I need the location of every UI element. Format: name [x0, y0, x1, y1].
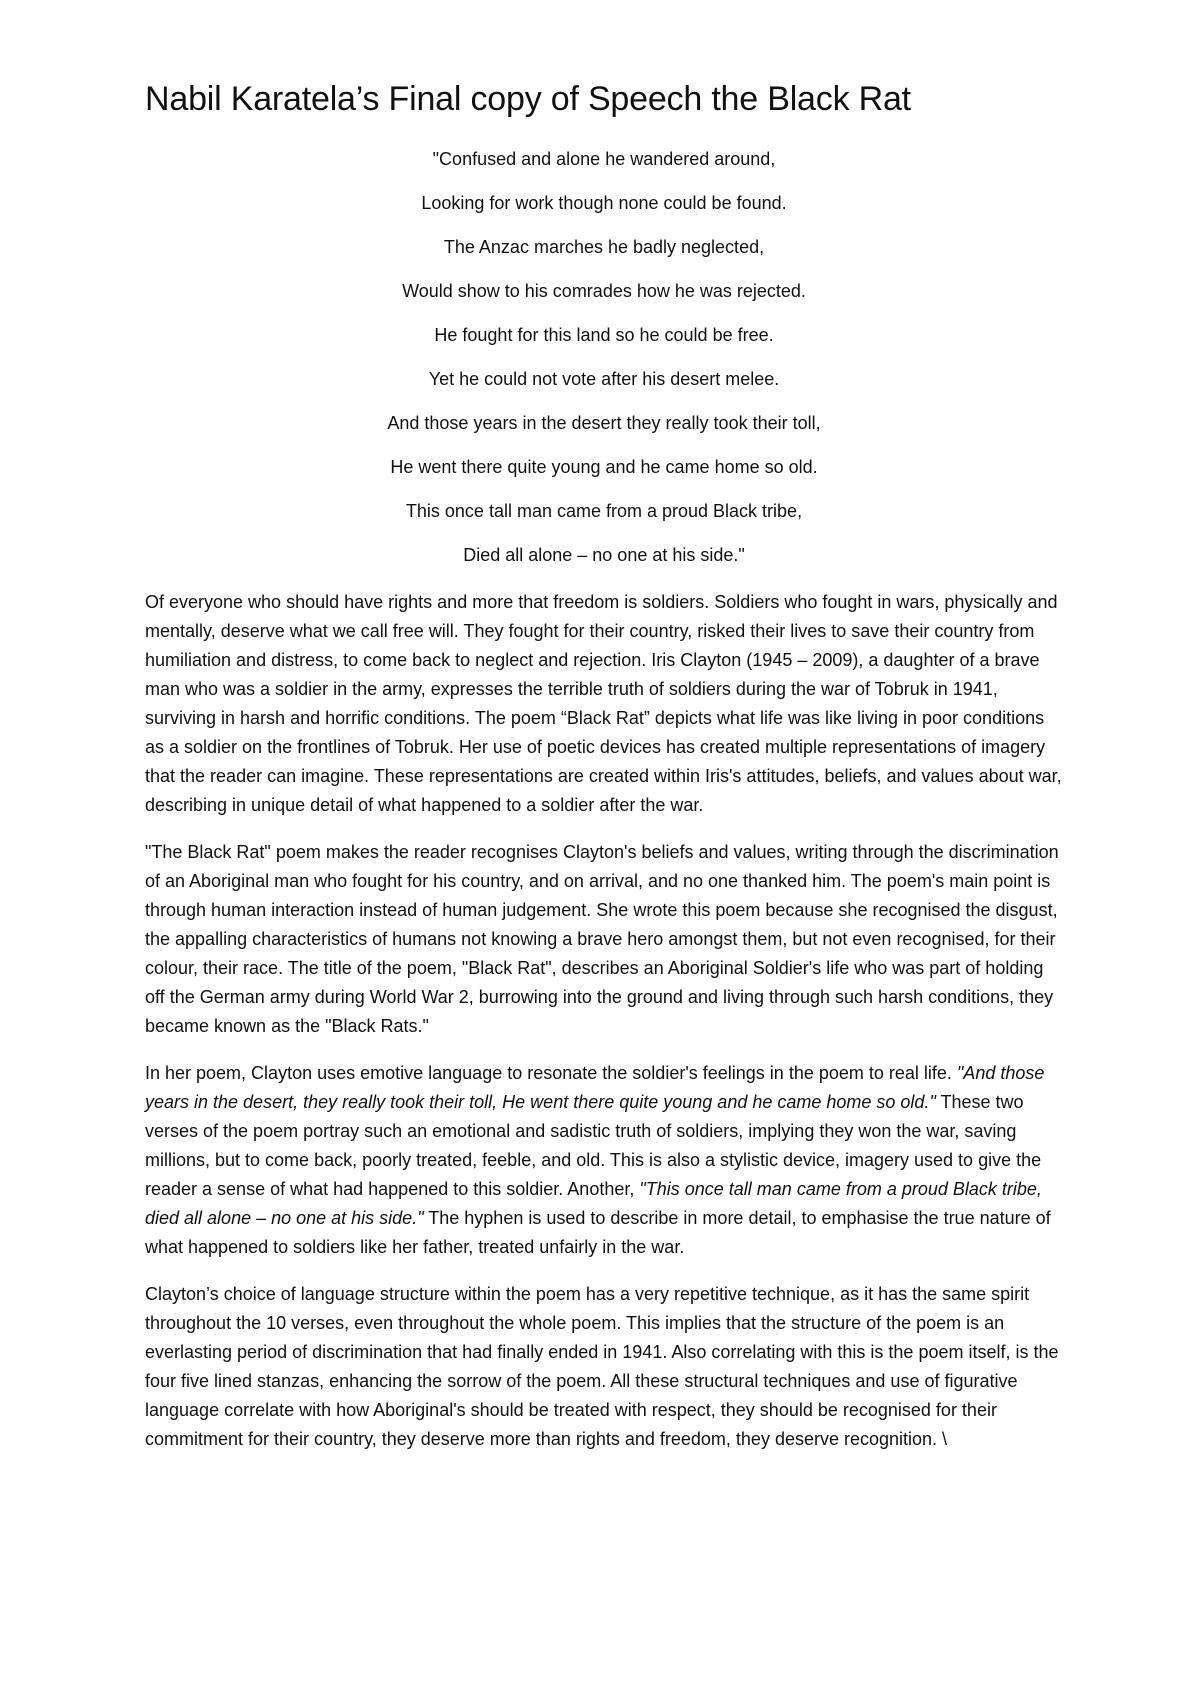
- poem-line: Died all alone – no one at his side.": [463, 545, 745, 565]
- quote-italic: "This once tall man came from a proud Black tribe, died all alone – no one at his side.": [145, 1179, 1042, 1228]
- paragraph-text: The hyphen is used to describe in more detail, to emphasise the true nature of what happened to soldiers like her father, treated unfairly in the war.: [145, 1208, 1051, 1257]
- quote-italic: "And those years in the desert, they really took their toll, He went there quite young and he came home so old.": [145, 1063, 1045, 1112]
- poem-line: The Anzac marches he badly neglected,: [443, 237, 765, 257]
- paragraph-title-analysis: "The Black Rat" poem makes the reader recognises Clayton's beliefs and values, writing through the discrimination of an Aboriginal man who fought for his country, and on arrival, and no one thanked him. The poem's main point is through human interaction instead of human judgement. She wrote this poem because she recognised the disgust, the appalling characteristics of humans not knowing a brave hero amongst them, but not even recognised, for their colour, their race. The title of the poem, "Black Rat", describes an Aboriginal Soldier's life who was part of holding off the German army during World War 2, burrowing into the ground and living through such harsh conditions, they became known as the "Black Rats.": [145, 842, 1059, 1036]
- poem-line: "Confused and alone he wandered around,: [432, 149, 776, 169]
- poem-block: [145, 148, 1063, 566]
- poem-line: Would show to his comrades how he was rejected.: [402, 281, 806, 301]
- paragraph-emotive-language: [145, 1059, 1063, 1262]
- poem-line: He fought for this land so he could be free.: [434, 325, 774, 345]
- poem-line: This once tall man came from a proud Black tribe,: [405, 501, 803, 521]
- poem-line: He went there quite young and he came home so old.: [390, 457, 818, 477]
- poem-line: Looking for work though none could be found.: [421, 193, 787, 213]
- poem-line: Yet he could not vote after his desert melee.: [428, 369, 780, 389]
- document-page: [145, 78, 1063, 1472]
- paragraph-structure: Clayton’s choice of language structure within the poem has a very repetitive technique, as it has the same spirit throughout the 10 verses, even throughout the whole poem. This implies that the structure of the poem is an everlasting period of discrimination that had finally ended in 1941. Also correlating with this is the poem itself, is the four five lined stanzas, enhancing the sorrow of the poem. All these structural techniques and use of figurative language correlate with how Aboriginal's should be treated with respect, they should be recognised for their commitment for their country, they deserve more than rights and freedom, they deserve recognition. \: [145, 1284, 1059, 1449]
- paragraph-text: In her poem, Clayton uses emotive language to resonate the soldier's feelings in the poem to real life.: [145, 1063, 957, 1083]
- paragraph-introduction: Of everyone who should have rights and more that freedom is soldiers. Soldiers who fought in wars, physically and mentally, deserve what we call free will. They fought for their country, risked their lives to save their country from humiliation and distress, to come back to neglect and rejection. Iris Clayton (1945 – 2009), a daughter of a brave man who was a soldier in the army, expresses the terrible truth of soldiers during the war of Tobruk in 1941, surviving in harsh and horrific conditions. The poem “Black Rat” depicts what life was like living in poor conditions as a soldier on the frontlines of Tobruk. Her use of poetic devices has created multiple representations of imagery that the reader can imagine. These representations are created within Iris's attitudes, beliefs, and values about war, describing in unique detail of what happened to a soldier after the war.: [145, 592, 1062, 815]
- poem-line: And those years in the desert they really took their toll,: [387, 413, 821, 433]
- document-title: Nabil Karatela’s Final copy of Speech the Black Rat: [145, 80, 911, 118]
- paragraph-text: These two verses of the poem portray such an emotional and sadistic truth of soldiers, implying they won the war, saving millions, but to come back, poorly treated, feeble, and old. This is also a stylistic device, imagery used to give the reader a sense of what had happened to this soldier. Another,: [145, 1092, 1042, 1199]
